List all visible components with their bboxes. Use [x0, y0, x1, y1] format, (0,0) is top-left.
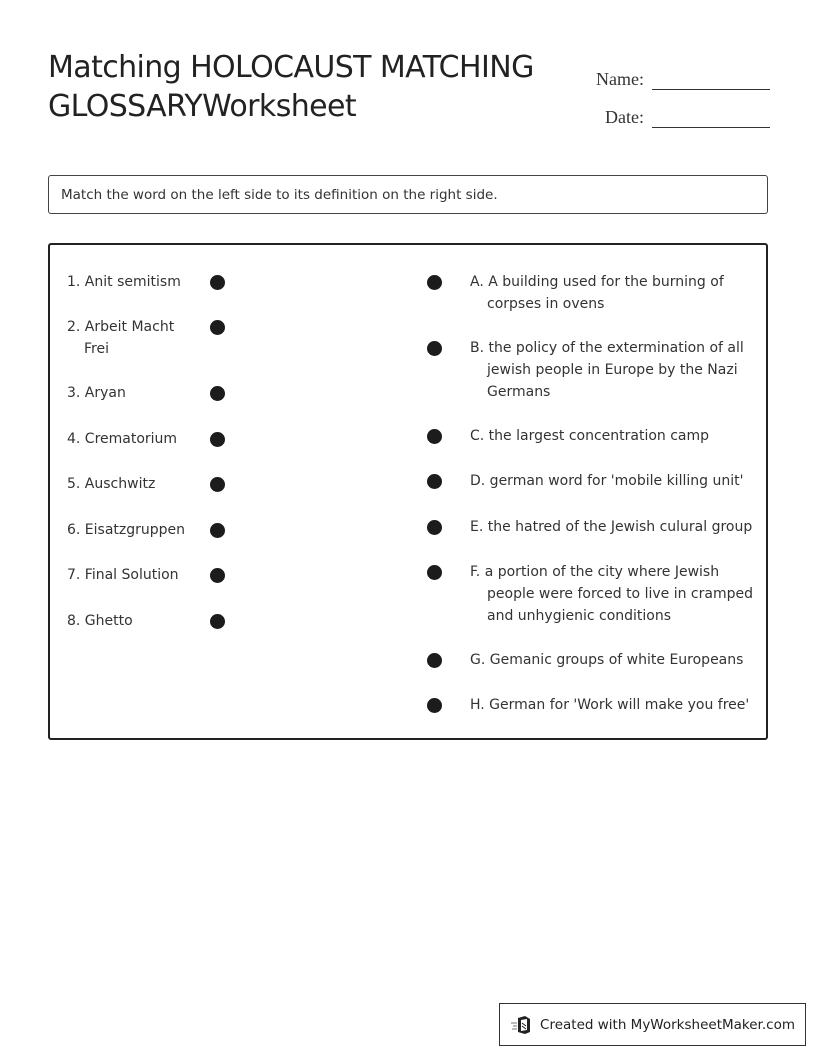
definition-item: H. German for 'Work will make you free': [470, 697, 750, 713]
term-dot-8[interactable]: [210, 614, 225, 629]
definition-dot-g[interactable]: [427, 653, 442, 668]
term-dot-7[interactable]: [210, 568, 225, 583]
date-field[interactable]: [652, 106, 770, 128]
term-item: 8. Ghetto: [67, 613, 133, 629]
definition-dot-c[interactable]: [427, 429, 442, 444]
instructions-box: [48, 175, 768, 214]
definition-dot-a[interactable]: [427, 275, 442, 290]
definition-item: B. the policy of the extermination of all jewish people in Europe by the Nazi Germans: [470, 340, 744, 400]
term-dot-6[interactable]: [210, 523, 225, 538]
definition-dot-d[interactable]: [427, 474, 442, 489]
definition-item: E. the hatred of the Jewish culural group: [470, 519, 753, 535]
term-item: 7. Final Solution: [67, 567, 179, 583]
term-item: 1. Anit semitism: [67, 274, 181, 290]
footer-badge[interactable]: [499, 1003, 806, 1046]
date-label: Date:: [605, 107, 644, 127]
term-dot-3[interactable]: [210, 386, 225, 401]
definition-item: A. A building used for the burning of corpses in ovens: [470, 274, 724, 312]
instructions-text: Match the word on the left side to its definition on the right side.: [61, 186, 498, 203]
term-dot-4[interactable]: [210, 432, 225, 447]
definition-dot-f[interactable]: [427, 565, 442, 580]
definition-item: D. german word for 'mobile killing unit': [470, 473, 744, 489]
definition-item: G. Gemanic groups of white Europeans: [470, 652, 744, 668]
term-dot-1[interactable]: [210, 275, 225, 290]
worksheet-logo-icon: [510, 1015, 532, 1035]
worksheet-title: Matching HOLOCAUST MATCHING GLOSSARYWorksheet: [48, 50, 534, 124]
date-row: [580, 90, 770, 128]
footer-text: Created with MyWorksheetMaker.com: [540, 1016, 795, 1033]
term-item: 5. Auschwitz: [67, 476, 156, 492]
name-date-block: [580, 52, 770, 128]
definition-dot-h[interactable]: [427, 698, 442, 713]
term-item: 6. Eisatzgruppen: [67, 522, 186, 538]
definition-item: F. a portion of the city where Jewish people were forced to live in cramped and unhygienic conditions: [470, 564, 753, 624]
name-row: [580, 52, 770, 90]
matching-box: [48, 243, 768, 740]
term-dot-5[interactable]: [210, 477, 225, 492]
definition-dot-b[interactable]: [427, 341, 442, 356]
definition-item: C. the largest concentration camp: [470, 428, 710, 444]
term-item: 4. Crematorium: [67, 431, 178, 447]
term-item: 3. Aryan: [67, 385, 126, 401]
name-label: Name:: [596, 69, 644, 89]
definition-dot-e[interactable]: [427, 520, 442, 535]
term-dot-2[interactable]: [210, 320, 225, 335]
term-item: 2. Arbeit Macht Frei: [67, 319, 175, 357]
name-field[interactable]: [652, 68, 770, 90]
